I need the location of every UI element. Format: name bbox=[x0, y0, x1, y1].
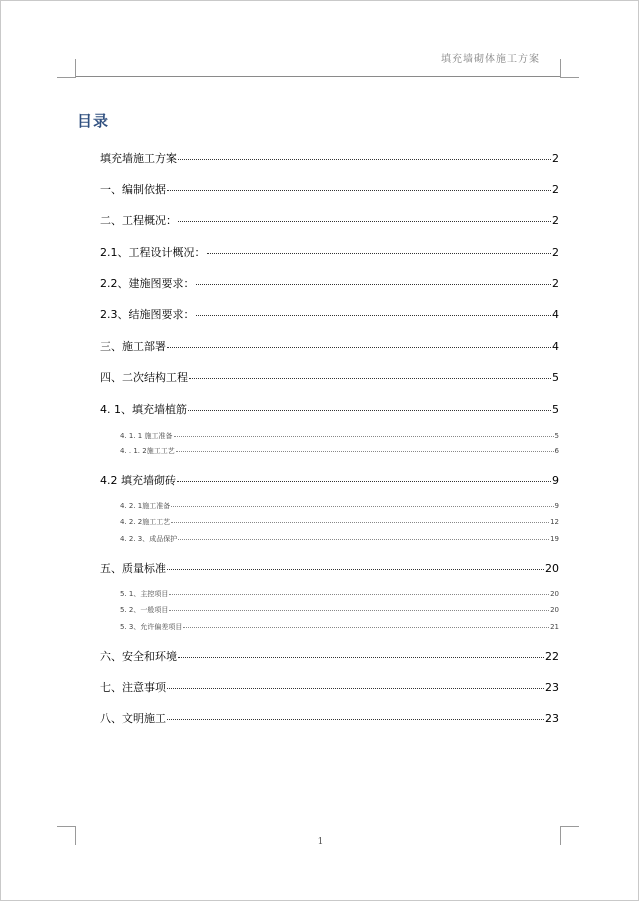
toc-entry-page: 20 bbox=[545, 562, 559, 575]
toc-dot-leader bbox=[188, 410, 551, 411]
toc-entry[interactable] bbox=[100, 648, 559, 662]
toc-entry[interactable] bbox=[100, 275, 559, 289]
toc-entry-text: 一、编制依据 bbox=[100, 183, 166, 196]
toc-entry-page: 20 bbox=[550, 606, 559, 614]
crop-mark-top-right bbox=[560, 59, 579, 78]
toc-entry-text: 5. 2、一般项目 bbox=[120, 606, 169, 614]
toc-entry-page: 2 bbox=[552, 152, 559, 165]
toc-entry-page: 2 bbox=[552, 183, 559, 196]
toc-dot-leader bbox=[178, 657, 544, 658]
toc-entry[interactable] bbox=[100, 622, 559, 631]
toc-entry-text: 填充墙施工方案 bbox=[100, 152, 177, 165]
toc-entry[interactable] bbox=[100, 710, 559, 724]
toc-dot-leader bbox=[183, 627, 549, 628]
toc-entry-text: 六、安全和环境 bbox=[100, 650, 177, 663]
running-header: 填充墙砌体施工方案 bbox=[441, 54, 540, 65]
toc-entry-page: 6 bbox=[554, 447, 559, 455]
toc-entry-text: 5. 3、允许偏差项目 bbox=[120, 623, 183, 631]
toc-title: 目录 bbox=[77, 112, 110, 130]
toc-dot-leader bbox=[207, 253, 552, 254]
toc-entry[interactable] bbox=[100, 338, 559, 352]
toc-dot-leader bbox=[167, 347, 551, 348]
toc-dot-leader bbox=[178, 539, 549, 540]
toc-entry-text: 2.2、建施图要求： bbox=[100, 277, 195, 290]
toc-entry[interactable] bbox=[100, 181, 559, 195]
toc-entry-page: 4 bbox=[552, 340, 559, 353]
toc-entry-page: 2 bbox=[552, 277, 559, 290]
toc-entry-page: 22 bbox=[545, 650, 559, 663]
toc-entry-page: 5 bbox=[552, 403, 559, 416]
toc-entry-page: 12 bbox=[550, 518, 559, 526]
toc-entry-text: 2.3、结施图要求： bbox=[100, 308, 195, 321]
page-number: 1 bbox=[317, 837, 324, 847]
toc-dot-leader bbox=[171, 522, 549, 523]
toc-entry-page: 2 bbox=[552, 246, 559, 259]
toc-entry[interactable] bbox=[100, 501, 559, 510]
toc-entry-text: 4. 2. 3、成品保护 bbox=[120, 535, 178, 543]
toc-entry-text: 三、施工部署 bbox=[100, 340, 166, 353]
toc-entry[interactable] bbox=[100, 560, 559, 574]
toc-dot-leader bbox=[178, 159, 551, 160]
toc-dot-leader bbox=[167, 569, 544, 570]
toc-entry-text: 4. 1. 1 施工准备 bbox=[120, 432, 173, 440]
toc-dot-leader bbox=[176, 451, 554, 452]
toc-entry-page: 4 bbox=[552, 308, 559, 321]
toc-dot-leader bbox=[171, 506, 553, 507]
toc-entry-page: 23 bbox=[545, 712, 559, 725]
toc-dot-leader bbox=[167, 719, 544, 720]
toc-entry-text: 八、文明施工 bbox=[100, 712, 166, 725]
toc-entry[interactable] bbox=[100, 605, 559, 614]
toc-dot-leader bbox=[169, 594, 549, 595]
toc-entry-page: 5 bbox=[554, 432, 559, 440]
toc-entry[interactable] bbox=[100, 306, 559, 320]
toc-dot-leader bbox=[177, 481, 551, 482]
toc-entry-text: 4. 1、填充墙植筋 bbox=[100, 403, 187, 416]
toc-dot-leader bbox=[167, 190, 551, 191]
toc-entry-page: 5 bbox=[552, 371, 559, 384]
toc-dot-leader bbox=[178, 221, 551, 222]
toc-entry[interactable] bbox=[100, 431, 559, 440]
toc-entry-text: 七、注意事项 bbox=[100, 681, 166, 694]
toc-entry-text: 4.2 填充墙砌砖 bbox=[100, 474, 176, 487]
toc-entry-page: 19 bbox=[550, 535, 559, 543]
toc-entry[interactable] bbox=[100, 150, 559, 164]
toc-entry-page: 9 bbox=[554, 502, 559, 510]
toc-entry-page: 21 bbox=[550, 623, 559, 631]
toc-entry[interactable] bbox=[100, 534, 559, 543]
toc-entry[interactable] bbox=[100, 472, 559, 486]
toc-entry[interactable] bbox=[100, 679, 559, 693]
toc-dot-leader bbox=[174, 436, 554, 437]
toc-entry-text: 四、二次结构工程 bbox=[100, 371, 188, 384]
toc-entry[interactable] bbox=[100, 401, 559, 415]
toc-dot-leader bbox=[167, 688, 544, 689]
toc-entry[interactable] bbox=[100, 446, 559, 455]
toc-entry[interactable] bbox=[100, 369, 559, 383]
toc-entry-text: 五、质量标准 bbox=[100, 562, 166, 575]
toc-dot-leader bbox=[169, 610, 549, 611]
toc-dot-leader bbox=[196, 284, 552, 285]
crop-mark-top-left bbox=[57, 59, 76, 78]
toc-entry-text: 二、工程概况： bbox=[100, 214, 177, 227]
toc-entry[interactable] bbox=[100, 517, 559, 526]
toc-entry-text: 4. 2. 1施工准备 bbox=[120, 502, 171, 510]
toc-dot-leader bbox=[189, 378, 551, 379]
header-rule bbox=[76, 76, 560, 77]
toc-entry-page: 20 bbox=[550, 590, 559, 598]
toc-entry[interactable] bbox=[100, 589, 559, 598]
toc-entry-text: 4. 2. 2施工工艺 bbox=[120, 518, 171, 526]
toc-dot-leader bbox=[196, 315, 552, 316]
toc-entry-text: 2.1、工程设计概况： bbox=[100, 246, 206, 259]
toc-entry[interactable] bbox=[100, 244, 559, 258]
toc-entry-page: 9 bbox=[552, 474, 559, 487]
toc-entry-text: 4. . 1. 2施工工艺 bbox=[120, 447, 175, 455]
toc-entry[interactable] bbox=[100, 212, 559, 226]
toc-entry-page: 2 bbox=[552, 214, 559, 227]
toc-entry-text: 5. 1、主控项目 bbox=[120, 590, 169, 598]
toc-entry-page: 23 bbox=[545, 681, 559, 694]
